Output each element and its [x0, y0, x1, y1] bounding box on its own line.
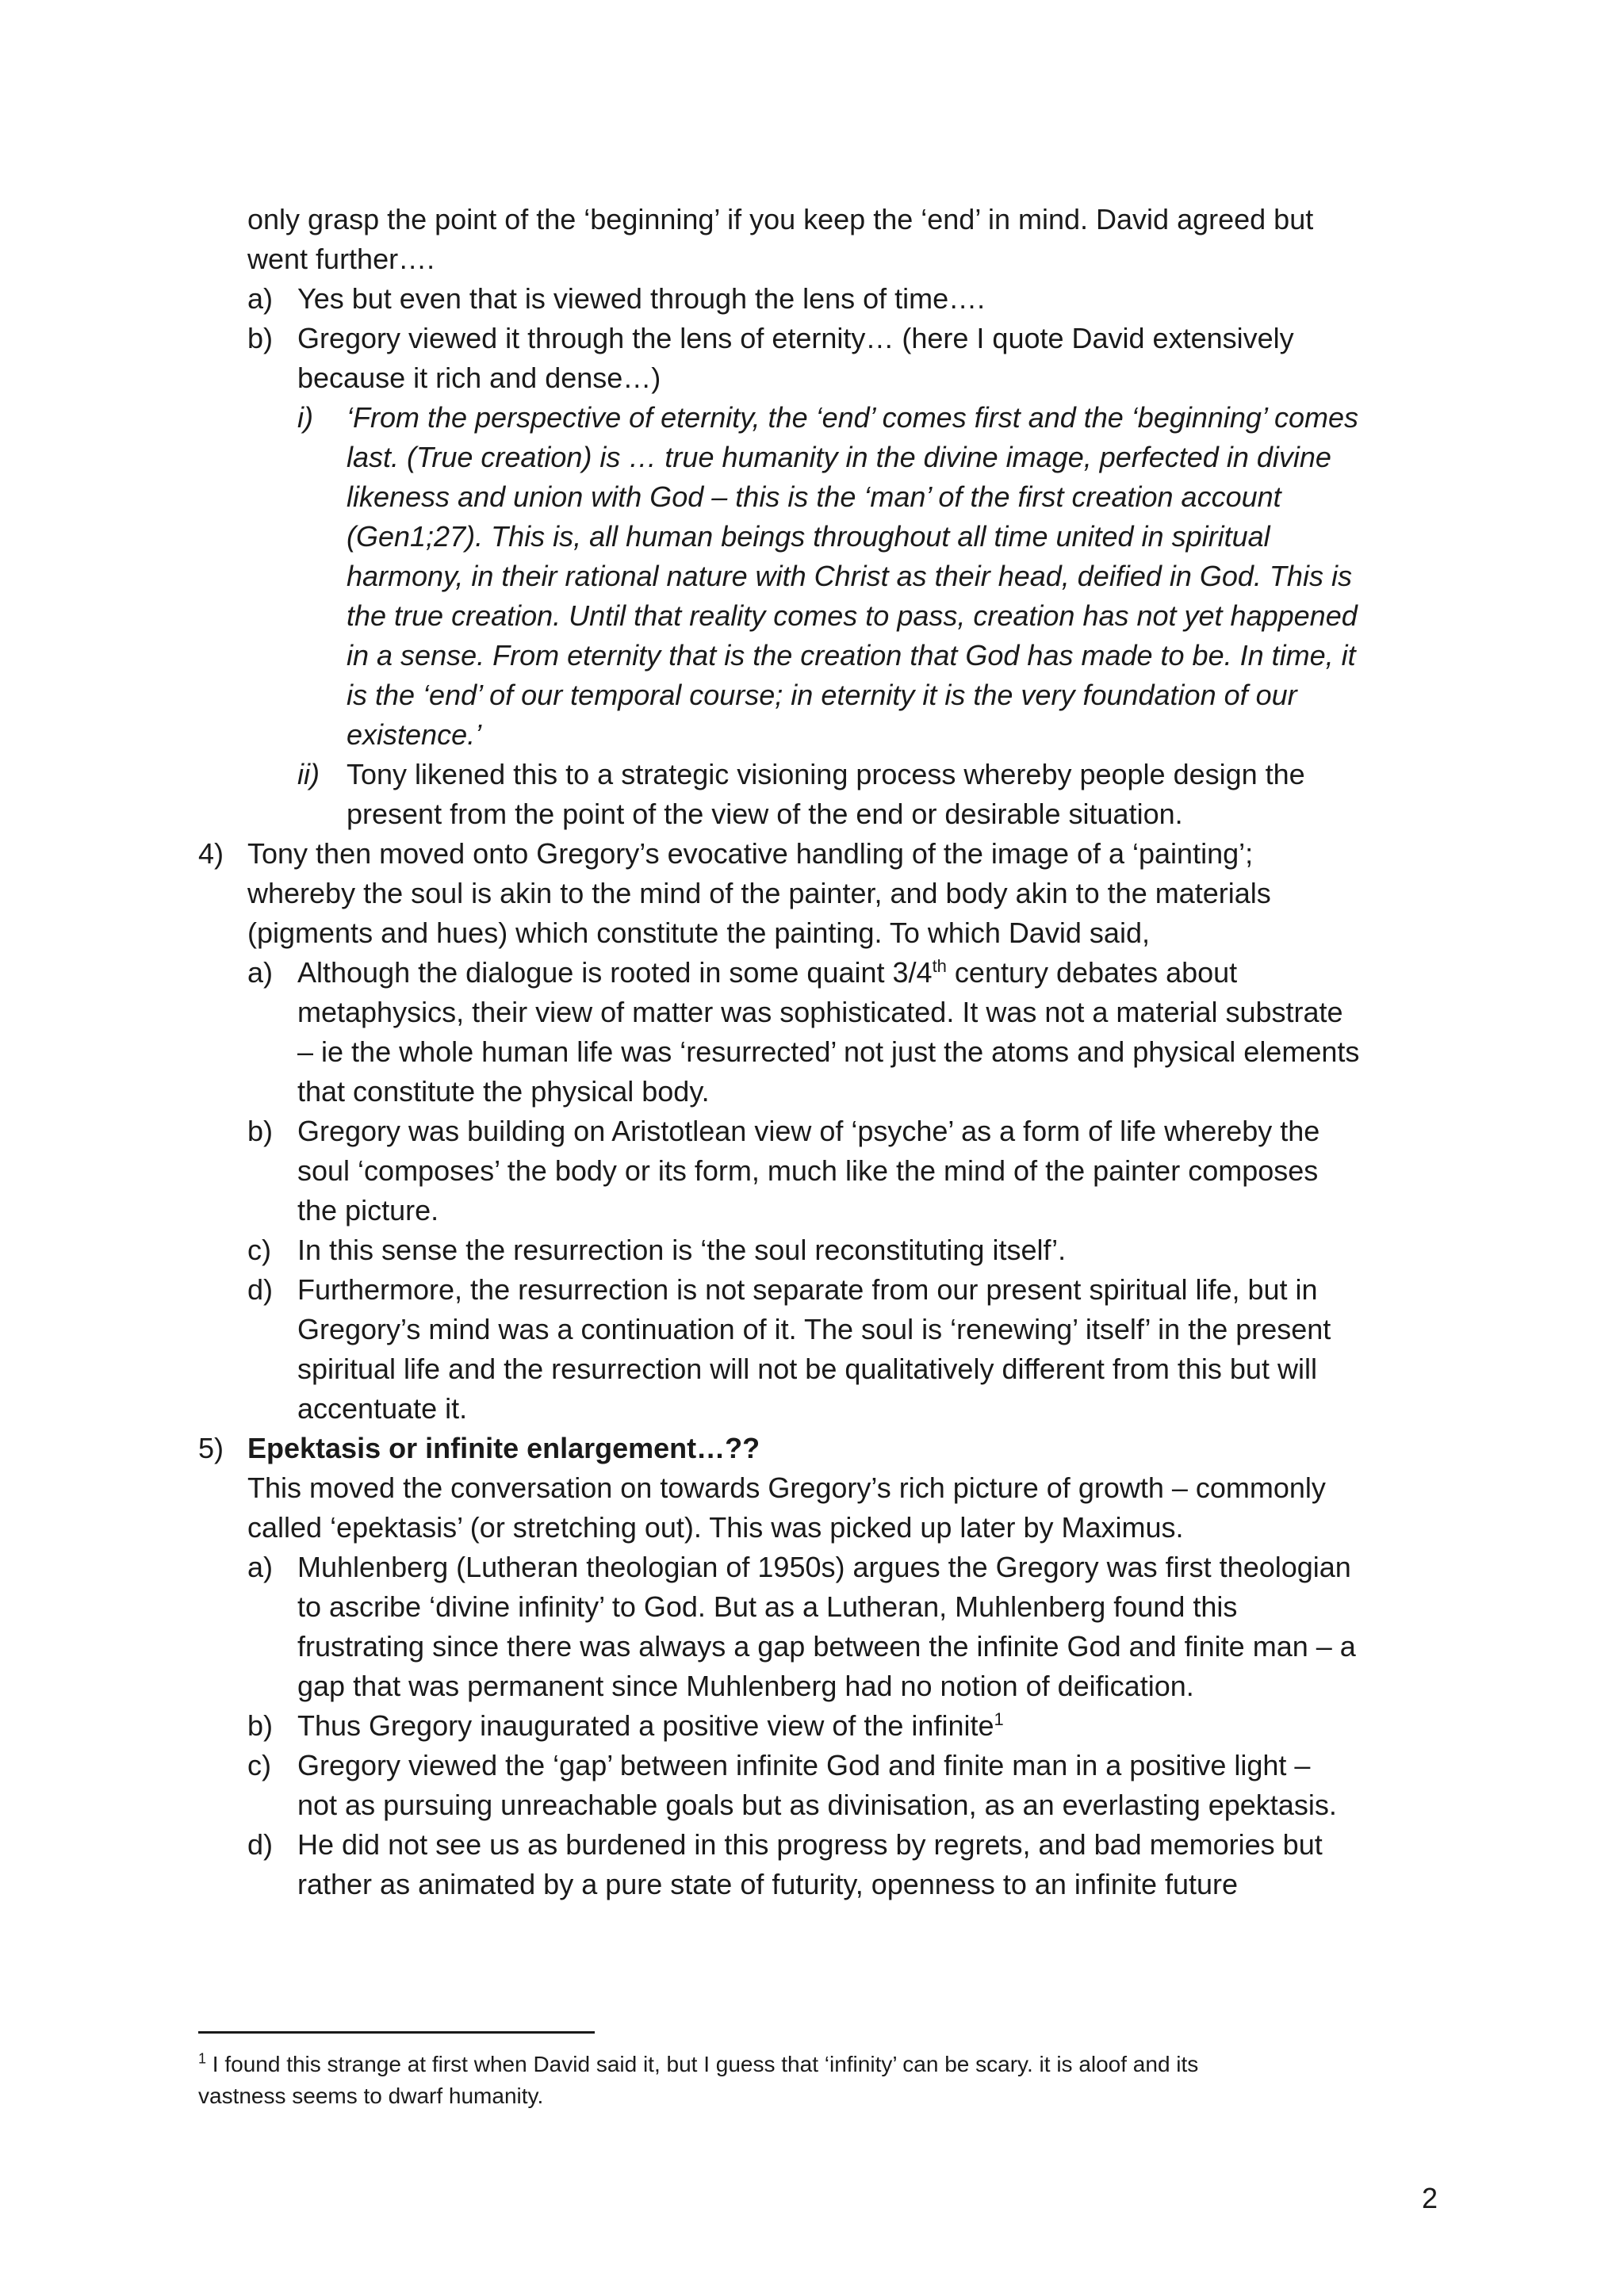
- item4-line-3: (pigments and hues) which constitute the painting. To which David said,: [247, 916, 1150, 949]
- item4-a-line-2: metaphysics, their view of matter was sophisticated. It was not a material substrate: [297, 996, 1343, 1028]
- item3-ii-label: ii): [297, 758, 320, 790]
- quote-line: likeness and union with God – this is the ‘man’ of the first creation account: [347, 480, 1281, 513]
- item5-d-label: d): [247, 1828, 274, 1861]
- item4-a-line-4: that constitute the physical body.: [297, 1075, 710, 1108]
- item4-a-line-3: – ie the whole human life was ‘resurrected’ not just the atoms and physical elements: [297, 1035, 1360, 1068]
- item4-line-1: Tony then moved onto Gregory’s evocative handling of the image of a ‘painting’;: [247, 837, 1254, 870]
- footnote-text: I found this strange at first when David said it, but I guess that ‘infinity’ can be scary. it is aloof and its: [206, 2052, 1199, 2076]
- item3-a-label: a): [247, 282, 274, 315]
- item5-a-line-1: Muhlenberg (Lutheran theologian of 1950s) argues the Gregory was first theologian: [297, 1551, 1351, 1583]
- footnote-separator: [198, 2031, 595, 2034]
- item3-b-label: b): [247, 322, 274, 354]
- item4-a-line-1-rest: century debates about: [946, 956, 1238, 989]
- intro-line-2: went further….: [247, 243, 435, 275]
- quote-line: the true creation. Until that reality comes to pass, creation has not yet happened: [347, 599, 1358, 632]
- footnote-line-2: vastness seems to dwarf humanity.: [198, 2084, 544, 2108]
- quote-line: (Gen1;27). This is, all human beings throughout all time united in spiritual: [347, 520, 1270, 553]
- item3-i-label: i): [297, 401, 313, 434]
- item5-label: 5): [198, 1432, 224, 1464]
- section-heading: Epektasis or infinite enlargement…??: [247, 1432, 760, 1464]
- item4-c-text: In this sense the resurrection is ‘the soul reconstituting itself’.: [297, 1234, 1067, 1266]
- item4-d-line-3: spiritual life and the resurrection will not be qualitatively different from this but will: [297, 1353, 1317, 1385]
- quote-line: harmony, in their rational nature with Christ as their head, deified in God. This is: [347, 560, 1352, 592]
- item5-intro-line-1: This moved the conversation on towards Gregory’s rich picture of growth – commonly: [247, 1471, 1326, 1504]
- item4-label: 4): [198, 837, 224, 870]
- item5-c-label: c): [247, 1749, 271, 1781]
- item4-a-line-1-text: Although the dialogue is rooted in some quaint 3/4: [297, 956, 933, 989]
- item4-b-line-3: the picture.: [297, 1194, 439, 1226]
- quote-line: existence.’: [347, 718, 482, 751]
- item5-a-line-2: to ascribe ‘divine infinity’ to God. But as a Lutheran, Muhlenberg found this: [297, 1590, 1238, 1623]
- item4-line-2: whereby the soul is akin to the mind of the painter, and body akin to the materials: [247, 877, 1271, 909]
- item3-b-line-1: Gregory viewed it through the lens of eternity… (here I quote David extensively: [297, 322, 1294, 354]
- item5-b-line: [297, 1706, 1004, 1746]
- item5-c-line-1: Gregory viewed the ‘gap’ between infinite God and finite man in a positive light –: [297, 1749, 1311, 1781]
- quote-line: in a sense. From eternity that is the creation that God has made to be. In time, it: [347, 639, 1356, 672]
- item4-b-line-1: Gregory was building on Aristotlean view of ‘psyche’ as a form of life whereby the: [297, 1115, 1320, 1147]
- item4-a-line-1: [297, 953, 1237, 993]
- item3-ii-line-2: present from the point of the view of the end or desirable situation.: [347, 798, 1183, 830]
- item4-d-line-1: Furthermore, the resurrection is not separate from our present spiritual life, but in: [297, 1273, 1318, 1306]
- item5-d-line-1: He did not see us as burdened in this progress by regrets, and bad memories but: [297, 1828, 1323, 1861]
- item3-b-line-2: because it rich and dense…): [297, 362, 661, 394]
- item5-intro-line-2: called ‘epektasis’ (or stretching out). This was picked up later by Maximus.: [247, 1511, 1184, 1544]
- item5-c-line-2: not as pursuing unreachable goals but as divinisation, as an everlasting epektasis.: [297, 1789, 1337, 1821]
- item4-b-line-2: soul ‘composes’ the body or its form, much like the mind of the painter composes: [297, 1154, 1319, 1187]
- item3-a-text: Yes but even that is viewed through the lens of time….: [297, 282, 986, 315]
- item3-ii-line-1: Tony likened this to a strategic visioning process whereby people design the: [347, 758, 1305, 790]
- quote-line: ‘From the perspective of eternity, the ‘end’ comes first and the ‘beginning’ comes: [347, 401, 1358, 434]
- item5-a-label: a): [247, 1551, 274, 1583]
- ordinal-superscript: th: [932, 956, 947, 976]
- item5-a-line-4: gap that was permanent since Muhlenberg had no notion of deification.: [297, 1670, 1194, 1702]
- item4-d-line-4: accentuate it.: [297, 1392, 468, 1425]
- item4-a-label: a): [247, 956, 274, 989]
- item4-b-label: b): [247, 1115, 274, 1147]
- item4-d-line-2: Gregory’s mind was a continuation of it. The soul is ‘renewing’ itself’ in the present: [297, 1313, 1331, 1345]
- item5-d-line-2: rather as animated by a pure state of futurity, openness to an infinite future: [297, 1868, 1239, 1900]
- item4-c-label: c): [247, 1234, 271, 1266]
- item5-b-label: b): [247, 1709, 274, 1742]
- intro-line-1: only grasp the point of the ‘beginning’ if you keep the ‘end’ in mind. David agreed but: [247, 203, 1314, 235]
- item5-b-text: Thus Gregory inaugurated a positive view of the infinite: [297, 1709, 994, 1742]
- quote-line: last. (True creation) is … true humanity in the divine image, perfected in divine: [347, 441, 1331, 473]
- footnote-marker: 1: [198, 2050, 207, 2067]
- item4-d-label: d): [247, 1273, 274, 1306]
- page-number: 2: [1421, 2182, 1438, 2214]
- footnote-line-1: [198, 2049, 1198, 2080]
- footnote-reference[interactable]: 1: [994, 1709, 1004, 1729]
- item5-a-line-3: frustrating since there was always a gap between the infinite God and finite man – a: [297, 1630, 1356, 1663]
- quote-line: is the ‘end’ of our temporal course; in eternity it is the very foundation of our: [347, 679, 1297, 711]
